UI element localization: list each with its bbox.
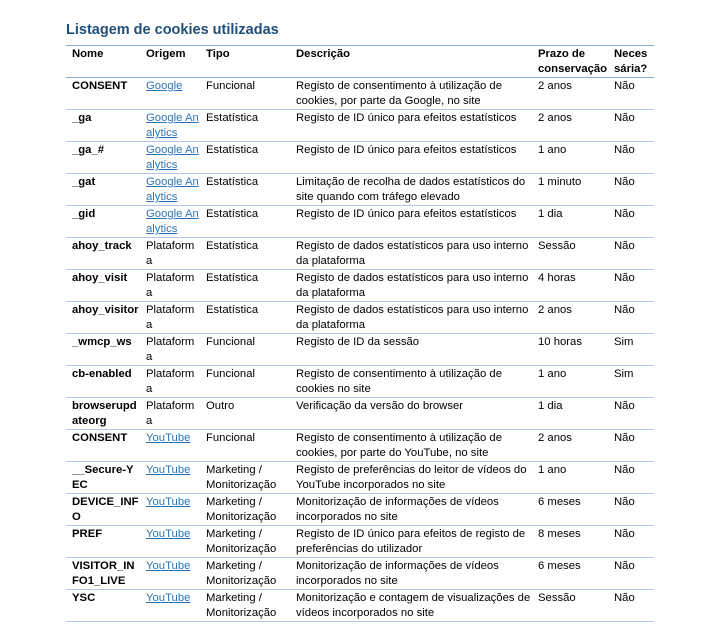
required-cell: Não [608, 302, 654, 334]
table-row [66, 558, 654, 590]
description-cell: Limitação de recolha de dados estatísticos do site quando com tráfego elevado [290, 174, 532, 206]
cookie-name-cell: _ga [66, 110, 140, 142]
origin-link[interactable]: YouTube [146, 528, 191, 540]
header-prazo: Prazo de conservação [532, 46, 608, 78]
table-row [66, 590, 654, 622]
table-row [66, 174, 654, 206]
type-cell: Marketing / Monitorização [200, 526, 290, 558]
origin-cell[interactable] [140, 174, 200, 206]
cookie-name-cell: ahoy_visit [66, 270, 140, 302]
description-cell: Registo de consentimento à utilização de cookies no site [290, 366, 532, 398]
cookie-name-cell: DEVICE_INFO [66, 494, 140, 526]
table-row [66, 238, 654, 270]
retention-cell: 8 meses [532, 526, 608, 558]
description-cell: Registo de consentimento à utilização de cookies, por parte da Google, no site [290, 78, 532, 110]
header-nome: Nome [66, 46, 140, 78]
type-cell: Funcional [200, 78, 290, 110]
retention-cell: 1 dia [532, 398, 608, 430]
table-row [66, 142, 654, 174]
cookie-name-cell: _gid [66, 206, 140, 238]
type-cell: Marketing / Monitorização [200, 462, 290, 494]
origin-cell[interactable] [140, 462, 200, 494]
table-body [66, 78, 654, 622]
type-cell: Estatística [200, 302, 290, 334]
origin-cell[interactable] [140, 526, 200, 558]
description-cell: Registo de ID único para efeitos estatísticos [290, 142, 532, 174]
required-cell: Não [608, 174, 654, 206]
cookie-name-cell: __Secure-YEC [66, 462, 140, 494]
table-row [66, 462, 654, 494]
origin-link[interactable]: YouTube [146, 560, 191, 572]
origin-cell[interactable] [140, 206, 200, 238]
table-row [66, 398, 654, 430]
cookie-name-cell: _wmcp_ws [66, 334, 140, 366]
description-cell: Monitorização de informações de vídeos incorporados no site [290, 558, 532, 590]
origin-link[interactable]: Google Analytics [146, 112, 199, 139]
retention-cell: 1 ano [532, 462, 608, 494]
type-cell: Funcional [200, 334, 290, 366]
required-cell: Sim [608, 366, 654, 398]
header-necessaria: Neces sária? [608, 46, 654, 78]
type-cell: Estatística [200, 270, 290, 302]
required-cell: Não [608, 430, 654, 462]
table-row [66, 334, 654, 366]
header-tipo: Tipo [200, 46, 290, 78]
required-cell: Não [608, 590, 654, 622]
cookie-name-cell: CONSENT [66, 78, 140, 110]
description-cell: Registo de consentimento à utilização de cookies, por parte do YouTube, no site [290, 430, 532, 462]
header-descricao: Descrição [290, 46, 532, 78]
retention-cell: 2 anos [532, 430, 608, 462]
type-cell: Estatística [200, 142, 290, 174]
origin-link[interactable]: YouTube [146, 464, 191, 476]
retention-cell: 1 ano [532, 142, 608, 174]
description-cell: Registo de preferências do leitor de vídeos do YouTube incorporados no site [290, 462, 532, 494]
description-cell: Registo de ID da sessão [290, 334, 532, 366]
type-cell: Estatística [200, 110, 290, 142]
retention-cell: 2 anos [532, 302, 608, 334]
retention-cell: 4 horas [532, 270, 608, 302]
description-cell: Monitorização e contagem de visualizações de vídeos incorporados no site [290, 590, 532, 622]
cookie-name-cell: ahoy_visitor [66, 302, 140, 334]
table-row [66, 206, 654, 238]
origin-cell: Plataforma [140, 334, 200, 366]
type-cell: Estatística [200, 206, 290, 238]
table-row [66, 430, 654, 462]
cookie-name-cell: cb-enabled [66, 366, 140, 398]
retention-cell: 6 meses [532, 494, 608, 526]
retention-cell: 1 dia [532, 206, 608, 238]
origin-cell[interactable] [140, 78, 200, 110]
required-cell: Não [608, 270, 654, 302]
table-row [66, 302, 654, 334]
required-cell: Não [608, 558, 654, 590]
type-cell: Funcional [200, 366, 290, 398]
origin-link[interactable]: Google Analytics [146, 208, 199, 235]
type-cell: Estatística [200, 238, 290, 270]
cookie-name-cell: CONSENT [66, 430, 140, 462]
type-cell: Marketing / Monitorização [200, 494, 290, 526]
origin-link[interactable]: YouTube [146, 592, 191, 604]
table-row [66, 110, 654, 142]
description-cell: Registo de dados estatísticos para uso interno da plataforma [290, 238, 532, 270]
description-cell: Registo de dados estatísticos para uso interno da plataforma [290, 270, 532, 302]
retention-cell: Sessão [532, 238, 608, 270]
type-cell: Funcional [200, 430, 290, 462]
origin-cell[interactable] [140, 430, 200, 462]
origin-cell: Plataforma [140, 366, 200, 398]
cookie-name-cell: VISITOR_INFO1_LIVE [66, 558, 140, 590]
type-cell: Estatística [200, 174, 290, 206]
required-cell: Não [608, 110, 654, 142]
description-cell: Verificação da versão do browser [290, 398, 532, 430]
table-row [66, 78, 654, 110]
retention-cell: 1 minuto [532, 174, 608, 206]
required-cell: Não [608, 78, 654, 110]
page-title: Listagem de cookies utilizadas [66, 22, 279, 38]
description-cell: Registo de dados estatísticos para uso interno da plataforma [290, 302, 532, 334]
cookie-name-cell: browserupdateorg [66, 398, 140, 430]
type-cell: Marketing / Monitorização [200, 590, 290, 622]
required-cell: Não [608, 142, 654, 174]
description-cell: Registo de ID único para efeitos estatísticos [290, 206, 532, 238]
table-row [66, 526, 654, 558]
cookie-name-cell: _ga_# [66, 142, 140, 174]
table-row [66, 494, 654, 526]
retention-cell: 2 anos [532, 110, 608, 142]
origin-link[interactable]: Google Analytics [146, 144, 199, 171]
description-cell: Monitorização de informações de vídeos incorporados no site [290, 494, 532, 526]
retention-cell: 2 anos [532, 78, 608, 110]
origin-cell: Plataforma [140, 398, 200, 430]
required-cell: Não [608, 526, 654, 558]
type-cell: Outro [200, 398, 290, 430]
table-header-row [66, 46, 654, 78]
origin-link[interactable]: YouTube [146, 496, 191, 508]
origin-cell[interactable] [140, 558, 200, 590]
retention-cell: 6 meses [532, 558, 608, 590]
table-row [66, 270, 654, 302]
origin-cell: Plataforma [140, 270, 200, 302]
origin-cell[interactable] [140, 590, 200, 622]
origin-cell[interactable] [140, 110, 200, 142]
cookie-name-cell: _gat [66, 174, 140, 206]
description-cell: Registo de ID único para efeitos de registo de preferências do utilizador [290, 526, 532, 558]
origin-cell[interactable] [140, 494, 200, 526]
type-cell: Marketing / Monitorização [200, 558, 290, 590]
cookie-name-cell: ahoy_track [66, 238, 140, 270]
required-cell: Não [608, 206, 654, 238]
origin-link[interactable]: Google [146, 80, 183, 92]
required-cell: Não [608, 462, 654, 494]
origin-link[interactable]: YouTube [146, 432, 191, 444]
cookie-name-cell: PREF [66, 526, 140, 558]
required-cell: Não [608, 398, 654, 430]
origin-cell: Plataforma [140, 238, 200, 270]
description-cell: Registo de ID único para efeitos estatísticos [290, 110, 532, 142]
required-cell: Não [608, 494, 654, 526]
origin-cell: Plataforma [140, 302, 200, 334]
cookie-name-cell: YSC [66, 590, 140, 622]
origin-cell[interactable] [140, 142, 200, 174]
retention-cell: 10 horas [532, 334, 608, 366]
required-cell: Não [608, 238, 654, 270]
retention-cell: 1 ano [532, 366, 608, 398]
retention-cell: Sessão [532, 590, 608, 622]
cookies-table [66, 45, 654, 622]
origin-link[interactable]: Google Analytics [146, 176, 199, 203]
header-origem: Origem [140, 46, 200, 78]
table-row [66, 366, 654, 398]
required-cell: Sim [608, 334, 654, 366]
